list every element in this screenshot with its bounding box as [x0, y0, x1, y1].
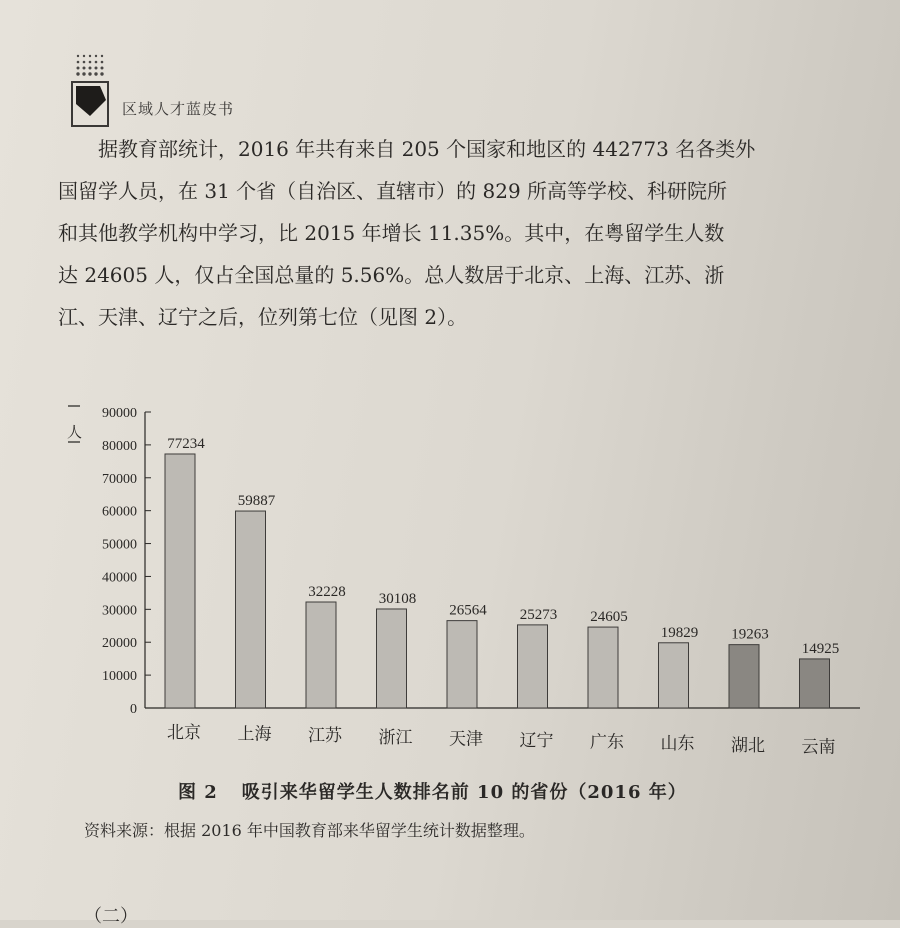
y-tick-label: 50000 — [102, 537, 137, 553]
data-label: 19263 — [731, 626, 769, 643]
paragraph-line: 和其他教学机构中学习，比 2015 年增长 11.35%。其中，在粤留学生人数 — [58, 221, 725, 245]
figure-caption — [178, 778, 687, 804]
bar — [729, 645, 759, 708]
next-section-hint: （二） — [84, 906, 138, 927]
y-tick-label: 70000 — [102, 471, 137, 487]
bar — [659, 643, 689, 708]
category-label: 天津 — [449, 729, 483, 750]
y-tick-label: 30000 — [102, 603, 137, 619]
category-label: 云南 — [801, 737, 836, 758]
data-label: 59887 — [237, 493, 276, 510]
y-tick-label: 20000 — [102, 636, 137, 652]
data-label: 19829 — [660, 624, 699, 641]
bar-chart — [60, 398, 880, 788]
bar — [377, 609, 407, 708]
bar — [236, 511, 266, 708]
paragraph-line: 国留学人员，在 31 个省（自治区、直辖市）的 829 所高等学校、科研院所 — [58, 179, 728, 203]
data-label: 24605 — [590, 609, 628, 626]
book-logo-icon — [70, 50, 112, 130]
bar — [800, 659, 830, 708]
paragraph-line: 江、天津、辽宁之后，位列第七位（见图 2）。 — [58, 305, 468, 329]
figure-title: 吸引来华留学生人数排名前 10 的省份（2016 年） — [241, 782, 687, 803]
y-tick-label: 0 — [130, 702, 137, 717]
bar — [588, 627, 618, 708]
data-label: 26564 — [449, 602, 487, 619]
category-label: 山东 — [660, 734, 695, 755]
data-label: 77234 — [167, 435, 205, 452]
figure-number: 图 2 — [178, 782, 218, 803]
paragraph-line: 据教育部统计，2016 年共有来自 205 个国家和地区的 442773 名各类外 — [98, 137, 756, 161]
bar — [165, 454, 195, 708]
bar — [306, 602, 336, 708]
category-label: 广东 — [590, 732, 624, 753]
paragraph-line: 达 24605 人，仅占全国总量的 5.56%。总人数居于北京、上海、江苏、浙 — [58, 263, 725, 287]
category-label: 湖北 — [731, 735, 765, 756]
data-label: 30108 — [378, 590, 417, 607]
y-axis-unit-label: 人 — [65, 424, 83, 439]
category-label: 浙江 — [378, 727, 413, 748]
y-tick-label: 80000 — [102, 438, 137, 454]
y-tick-label: 40000 — [102, 570, 137, 586]
y-tick-label: 60000 — [102, 504, 137, 520]
category-label: 辽宁 — [519, 731, 554, 751]
y-tick-label: 10000 — [102, 669, 137, 685]
y-tick-label: 90000 — [102, 406, 137, 421]
data-source-note: 资料来源：根据 2016 年中国教育部来华留学生统计数据整理。 — [84, 821, 535, 840]
category-label: 江苏 — [308, 726, 342, 747]
data-label: 14925 — [801, 640, 840, 657]
category-label: 上海 — [237, 724, 272, 745]
book-series-title: 区域人才蓝皮书 — [122, 100, 235, 118]
bar — [447, 621, 477, 708]
body-paragraph — [58, 128, 858, 338]
data-label: 25273 — [519, 606, 558, 623]
category-label: 北京 — [167, 723, 201, 743]
data-label: 32228 — [308, 584, 346, 601]
bar — [518, 625, 548, 708]
